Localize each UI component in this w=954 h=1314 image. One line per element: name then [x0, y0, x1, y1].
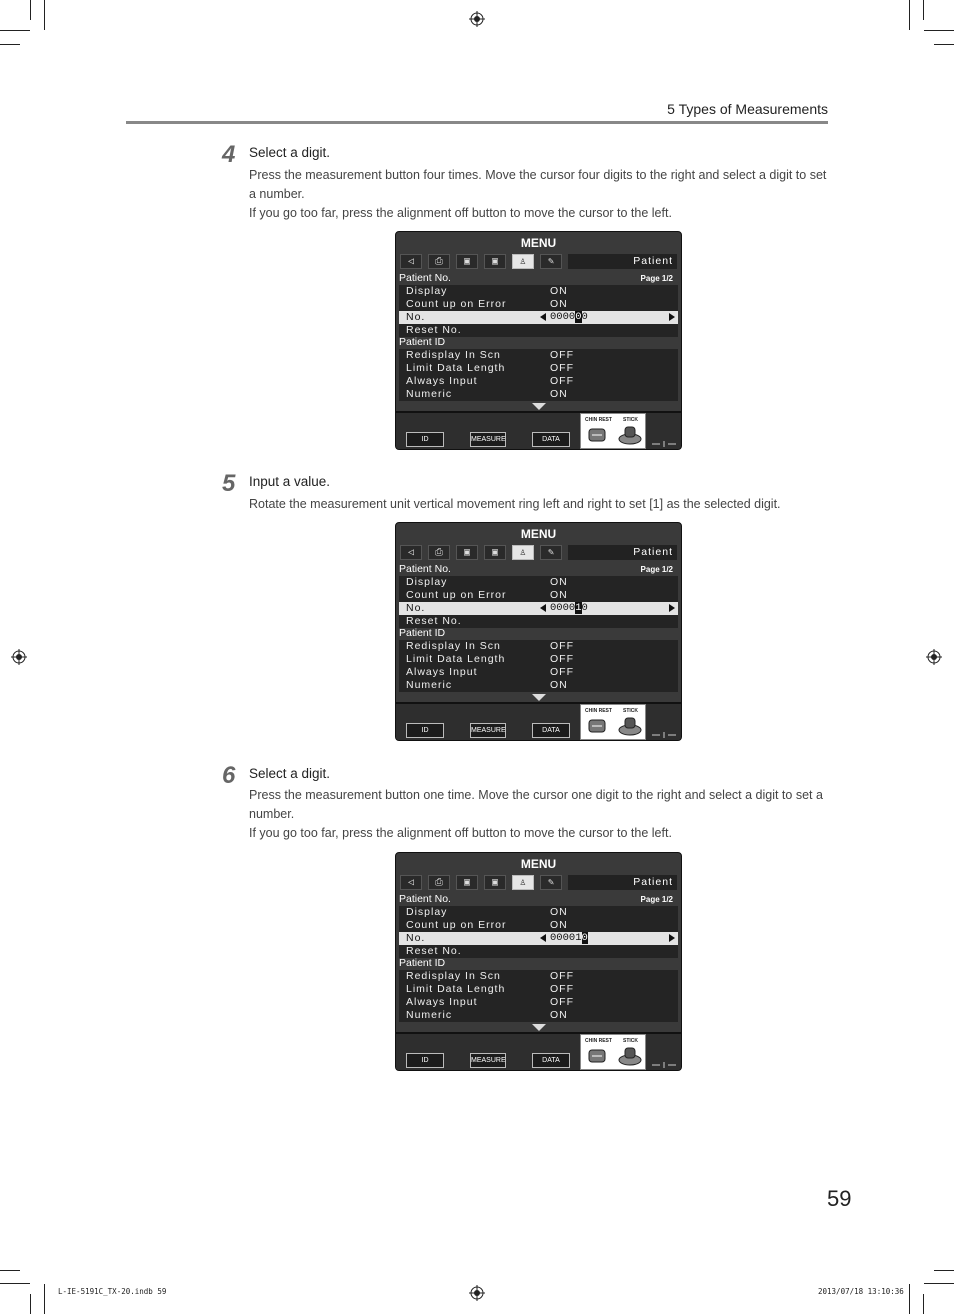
registration-mark-icon [469, 1285, 485, 1301]
crop-mark [924, 1283, 954, 1284]
step-title: Select a digit. [249, 766, 331, 781]
row-value: OFF [550, 970, 574, 982]
step-line: If you go too far, press the alignment off button to move the cursor to the left. [249, 826, 672, 840]
row-value: ON [550, 576, 568, 588]
row-label: No. [406, 602, 426, 614]
section-title: 5 Types of Measurements [667, 101, 828, 117]
person-icon[interactable]: ♙ [512, 875, 534, 890]
row-value: OFF [550, 653, 574, 665]
section-heading: Patient No. [399, 893, 451, 905]
scroll-down-icon[interactable] [532, 403, 546, 410]
row-value: ON [550, 919, 568, 931]
digits-before: 0000 [550, 311, 576, 323]
section-heading: Patient ID [399, 336, 446, 348]
tab-header [568, 545, 677, 560]
joystick-icon[interactable] [617, 1045, 643, 1067]
menu-row[interactable] [399, 653, 678, 666]
crop-mark [44, 0, 45, 30]
menu-row[interactable] [399, 349, 678, 362]
row-label: Count up on Error [406, 589, 507, 601]
wrench-icon[interactable]: ✎ [540, 875, 562, 890]
menu-row[interactable] [399, 285, 678, 298]
tab-header [568, 875, 677, 890]
row-value: ON [550, 1009, 568, 1021]
measure-button[interactable]: MEASURE [470, 432, 506, 447]
row-label: No. [406, 932, 426, 944]
cursor-digit: 1 [575, 602, 582, 614]
row-label: Reset No. [406, 945, 462, 957]
crop-mark [44, 1284, 45, 1314]
row-value: ON [550, 906, 568, 918]
crop-mark [909, 1284, 910, 1314]
step-line: Rotate the measurement unit vertical movement ring left and right to set [1] as the selected digit. [249, 497, 781, 511]
row-label: Count up on Error [406, 298, 507, 310]
step-title: Input a value. [249, 474, 331, 489]
crop-mark [923, 1294, 924, 1314]
step-line: If you go too far, press the alignment off button to move the cursor to the left. [249, 206, 672, 220]
measure-button[interactable]: MEASURE [470, 1053, 506, 1068]
page-indicator: Page 1/2 [640, 895, 673, 904]
row-label: Always Input [406, 996, 478, 1008]
step-description [249, 495, 833, 514]
chin-rest-label: CHIN REST [585, 708, 612, 714]
row-label: No. [406, 311, 426, 323]
tab-label: Patient [633, 255, 673, 267]
menu-row[interactable] [399, 983, 678, 996]
registration-mark-icon [469, 11, 485, 27]
monitor-icon[interactable]: ▣ [456, 545, 478, 560]
crop-mark [924, 30, 954, 31]
footer-file: L-IE-5191C_TX-20.indb 59 [58, 1287, 167, 1296]
row-value: OFF [550, 983, 574, 995]
menu-row-selected[interactable] [399, 311, 678, 324]
status-icon [650, 730, 680, 740]
arrow-right-icon[interactable] [669, 934, 675, 942]
menu-title: MENU [520, 527, 557, 541]
page-indicator: Page 1/2 [640, 274, 673, 283]
row-label: Redisplay In Scn [406, 640, 501, 652]
row-value: OFF [550, 362, 574, 374]
crop-mark [0, 1283, 30, 1284]
row-value: ON [550, 679, 568, 691]
bottom-bar [396, 411, 681, 450]
page-number: 59 [827, 1186, 852, 1211]
device-menu-screen [395, 231, 682, 450]
device-menu-screen [395, 852, 682, 1071]
monitor-icon[interactable]: ▣ [484, 254, 506, 269]
crop-mark [0, 1270, 20, 1271]
row-label: Count up on Error [406, 919, 507, 931]
section-heading: Patient No. [399, 272, 451, 284]
number-value [550, 602, 588, 614]
scroll-down-icon[interactable] [532, 694, 546, 701]
row-value: ON [550, 298, 568, 310]
person-icon[interactable]: ♙ [512, 254, 534, 269]
menu-row[interactable] [399, 298, 678, 311]
page-indicator: Page 1/2 [640, 565, 673, 574]
menu-row[interactable] [399, 388, 678, 401]
wrench-icon[interactable]: ✎ [540, 545, 562, 560]
digits-after: 0 [581, 602, 588, 614]
step-number: 5 [222, 470, 236, 497]
joystick-icon[interactable] [617, 424, 643, 446]
cursor-digit: 0 [575, 311, 582, 323]
row-label: Limit Data Length [406, 653, 506, 665]
section-heading: Patient No. [399, 563, 451, 575]
control-panel [580, 413, 646, 449]
step-title: Select a digit. [249, 145, 331, 160]
menu-row[interactable] [399, 576, 678, 589]
tab-label: Patient [633, 876, 673, 888]
row-value: ON [550, 285, 568, 297]
number-value [550, 311, 588, 323]
menu-row[interactable] [399, 996, 678, 1009]
section-heading: Patient ID [399, 627, 446, 639]
row-label: Numeric [406, 388, 453, 400]
printer-icon[interactable]: ⎙ [428, 545, 450, 560]
menu-row-selected[interactable] [399, 932, 678, 945]
step-line: Press the measurement button one time. Move the cursor one digit to the right and select a digit to set a number. [249, 788, 823, 821]
menu-title: MENU [520, 236, 557, 250]
digits-before: 00001 [550, 932, 582, 944]
row-label: Always Input [406, 375, 478, 387]
speaker-icon[interactable]: ◁ [400, 875, 422, 890]
menu-row[interactable] [399, 679, 678, 692]
speaker-icon[interactable]: ◁ [400, 254, 422, 269]
status-icon [650, 439, 680, 449]
row-value: ON [550, 589, 568, 601]
wrench-icon[interactable]: ✎ [540, 254, 562, 269]
number-value [550, 932, 588, 944]
row-label: Always Input [406, 666, 478, 678]
chin-rest-label: CHIN REST [585, 417, 612, 423]
data-button[interactable]: DATA [532, 723, 570, 738]
digits-before: 0000 [550, 602, 576, 614]
crop-mark [909, 0, 910, 30]
menu-row-selected[interactable] [399, 602, 678, 615]
printer-icon[interactable]: ⎙ [428, 254, 450, 269]
crop-mark [923, 0, 924, 20]
monitor-icon[interactable]: ▣ [484, 545, 506, 560]
crop-mark [934, 44, 954, 45]
speaker-icon[interactable]: ◁ [400, 545, 422, 560]
crop-mark [934, 1270, 954, 1271]
person-icon[interactable]: ♙ [512, 545, 534, 560]
row-label: Limit Data Length [406, 983, 506, 995]
id-button[interactable]: ID [406, 432, 444, 447]
chin-rest-icon[interactable] [587, 425, 607, 445]
row-label: Numeric [406, 1009, 453, 1021]
section-heading: Patient ID [399, 957, 446, 969]
arrow-left-icon[interactable] [540, 604, 546, 612]
row-value: OFF [550, 640, 574, 652]
menu-row[interactable] [399, 906, 678, 919]
crop-mark [30, 1294, 31, 1314]
row-value: OFF [550, 375, 574, 387]
stick-label: STICK [623, 417, 638, 423]
row-label: Reset No. [406, 324, 462, 336]
header-rule [126, 121, 828, 124]
crop-mark [30, 0, 31, 20]
menu-title: MENU [520, 857, 557, 871]
row-label: Redisplay In Scn [406, 349, 501, 361]
tab-header [568, 254, 677, 269]
footer-timestamp: 2013/07/18 13:10:36 [818, 1287, 904, 1296]
step-number: 6 [222, 762, 236, 789]
printer-icon[interactable]: ⎙ [428, 875, 450, 890]
row-value: ON [550, 388, 568, 400]
tab-label: Patient [633, 546, 673, 558]
device-menu-screen [395, 522, 682, 741]
step-line: Press the measurement button four times. Move the cursor four digits to the right and select a digit to set a number. [249, 168, 827, 201]
monitor-icon[interactable]: ▣ [456, 254, 478, 269]
row-value: OFF [550, 666, 574, 678]
menu-row[interactable] [399, 919, 678, 932]
bottom-bar [396, 1032, 681, 1071]
arrow-right-icon[interactable] [669, 313, 675, 321]
registration-mark-icon [11, 649, 27, 665]
step-description [249, 786, 833, 843]
bottom-bar [396, 702, 681, 741]
row-label: Limit Data Length [406, 362, 506, 374]
arrow-left-icon[interactable] [540, 934, 546, 942]
stick-label: STICK [623, 708, 638, 714]
arrow-left-icon[interactable] [540, 313, 546, 321]
row-label: Reset No. [406, 615, 462, 627]
monitor-icon[interactable]: ▣ [456, 875, 478, 890]
crop-mark [0, 30, 30, 31]
step-description [249, 166, 833, 223]
crop-mark [0, 44, 20, 45]
control-panel [580, 704, 646, 740]
row-label: Display [406, 906, 448, 918]
chin-rest-icon[interactable] [587, 716, 607, 736]
id-button[interactable]: ID [406, 723, 444, 738]
monitor-icon[interactable]: ▣ [484, 875, 506, 890]
digits-after: 0 [581, 311, 588, 323]
id-button[interactable]: ID [406, 1053, 444, 1068]
menu-row[interactable] [399, 640, 678, 653]
menu-row[interactable] [399, 1009, 678, 1022]
menu-row[interactable] [399, 375, 678, 388]
step-number: 4 [222, 141, 236, 168]
row-label: Redisplay In Scn [406, 970, 501, 982]
data-button[interactable]: DATA [532, 1053, 570, 1068]
row-value: OFF [550, 349, 574, 361]
row-label: Numeric [406, 679, 453, 691]
scroll-down-icon[interactable] [532, 1024, 546, 1031]
status-icon [650, 1060, 680, 1070]
row-label: Display [406, 576, 448, 588]
cursor-digit: 0 [581, 932, 588, 944]
menu-row[interactable] [399, 589, 678, 602]
row-label: Display [406, 285, 448, 297]
arrow-right-icon[interactable] [669, 604, 675, 612]
measure-button[interactable]: MEASURE [470, 723, 506, 738]
data-button[interactable]: DATA [532, 432, 570, 447]
menu-row[interactable] [399, 666, 678, 679]
chin-rest-icon[interactable] [587, 1046, 607, 1066]
stick-label: STICK [623, 1038, 638, 1044]
chin-rest-label: CHIN REST [585, 1038, 612, 1044]
menu-row[interactable] [399, 362, 678, 375]
joystick-icon[interactable] [617, 715, 643, 737]
control-panel [580, 1034, 646, 1070]
menu-row[interactable] [399, 970, 678, 983]
registration-mark-icon [926, 649, 942, 665]
row-value: OFF [550, 996, 574, 1008]
